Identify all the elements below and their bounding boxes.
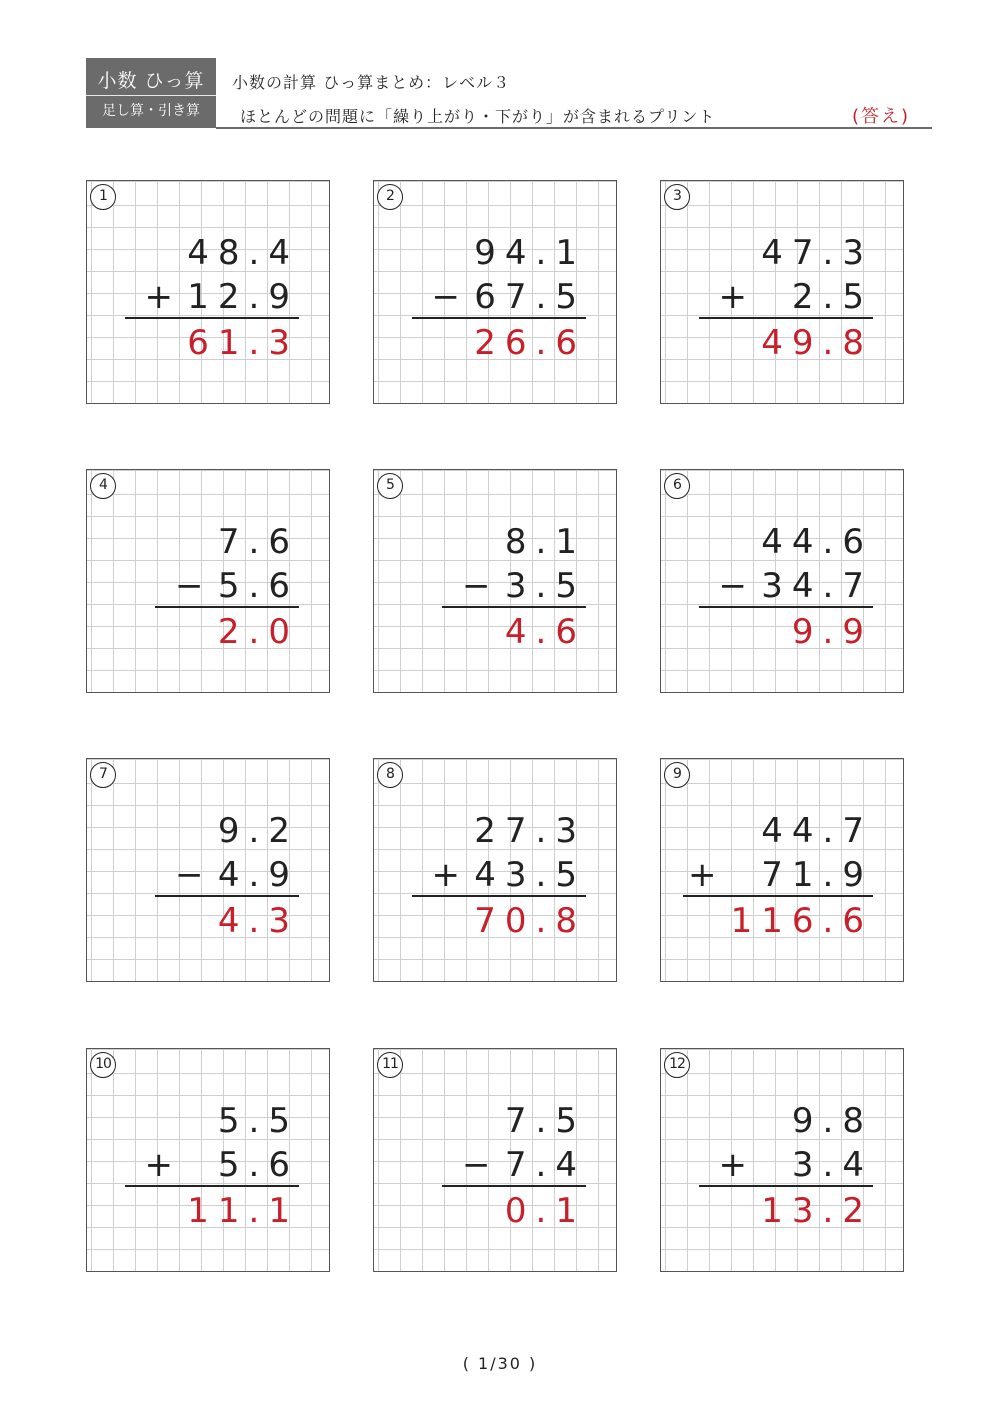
top-operand: 7.6 [217, 522, 299, 562]
answer-line [125, 317, 300, 319]
problem-number: 1 [90, 184, 116, 210]
problem-card [86, 758, 330, 982]
top-operand: 47.3 [761, 233, 873, 273]
answer-line [699, 1185, 874, 1187]
worksheet-description: ほとんどの問題に「繰り上がり・下がり」が含まれるプリント [240, 107, 716, 126]
plus-sign: + [431, 855, 460, 895]
problem-number: 7 [90, 762, 116, 788]
page-number: ( 1/30 ) [462, 1354, 538, 1373]
answer-line [412, 317, 587, 319]
answer-value: 116.6 [730, 901, 873, 941]
answer-line [699, 317, 874, 319]
bottom-operand: 3.5 [504, 566, 586, 606]
problem-number: 10 [90, 1052, 116, 1078]
answer-value: 26.6 [474, 323, 586, 363]
minus-sign: − [462, 1145, 491, 1185]
answer-line [412, 895, 587, 897]
category-tag [86, 58, 216, 128]
top-operand: 94.1 [474, 233, 586, 273]
problem-number: 9 [664, 762, 690, 788]
answer-line [125, 1185, 300, 1187]
answer-value: 49.8 [761, 323, 873, 363]
top-operand: 27.3 [474, 811, 586, 851]
category-title: 小数 ひっ算 [97, 70, 205, 92]
problem-card [373, 758, 617, 982]
minus-sign: − [431, 277, 460, 317]
top-operand: 7.5 [504, 1101, 586, 1141]
problem-card [660, 180, 904, 404]
minus-sign: − [718, 566, 747, 606]
plus-sign: + [718, 1145, 747, 1185]
top-operand: 5.5 [217, 1101, 299, 1141]
answer-line [155, 895, 299, 897]
answer-value: 4.3 [217, 901, 299, 941]
bottom-operand: 3.4 [791, 1145, 873, 1185]
top-operand: 44.7 [761, 811, 873, 851]
problem-number: 5 [377, 473, 403, 499]
bottom-operand: 34.7 [761, 566, 873, 606]
bottom-operand: 67.5 [474, 277, 586, 317]
problem-number: 3 [664, 184, 690, 210]
problem-card [86, 1048, 330, 1272]
top-operand: 48.4 [187, 233, 299, 273]
problem-card [86, 180, 330, 404]
problem-card [660, 758, 904, 982]
top-operand: 9.2 [217, 811, 299, 851]
bottom-operand: 43.5 [474, 855, 586, 895]
problem-card [373, 1048, 617, 1272]
problem-number: 2 [377, 184, 403, 210]
category-subtitle: 足し算・引き算 [102, 103, 200, 119]
answer-value: 4.6 [504, 612, 586, 652]
answer-value: 13.2 [761, 1191, 873, 1231]
worksheet-title: 小数の計算 ひっ算まとめ：レベル３ [232, 73, 511, 92]
plus-sign: + [718, 277, 747, 317]
top-operand: 9.8 [791, 1101, 873, 1141]
answer-key-label: (答え) [852, 106, 911, 127]
plus-sign: + [144, 1145, 173, 1185]
top-operand: 8.1 [504, 522, 586, 562]
header-underline [216, 127, 932, 129]
bottom-operand: 7.4 [504, 1145, 586, 1185]
answer-value: 61.3 [187, 323, 299, 363]
answer-value: 70.8 [474, 901, 586, 941]
plus-sign: + [688, 855, 717, 895]
answer-value: 9.9 [791, 612, 873, 652]
minus-sign: − [175, 566, 204, 606]
bottom-operand: 12.9 [187, 277, 299, 317]
answer-line [442, 606, 586, 608]
top-operand: 44.6 [761, 522, 873, 562]
answer-line [442, 1185, 586, 1187]
bottom-operand: 4.9 [217, 855, 299, 895]
worksheet-header [86, 58, 932, 130]
problem-number: 12 [664, 1052, 690, 1078]
problem-number: 4 [90, 473, 116, 499]
answer-line [683, 895, 873, 897]
bottom-operand: 5.6 [217, 1145, 299, 1185]
answer-value: 0.1 [504, 1191, 586, 1231]
problem-card [373, 180, 617, 404]
minus-sign: − [175, 855, 204, 895]
answer-line [699, 606, 874, 608]
category-divider [86, 95, 216, 96]
bottom-operand: 71.9 [761, 855, 873, 895]
problem-card [373, 469, 617, 693]
plus-sign: + [144, 277, 173, 317]
problem-number: 8 [377, 762, 403, 788]
answer-line [155, 606, 299, 608]
problem-number: 11 [377, 1052, 403, 1078]
problem-card [660, 1048, 904, 1272]
problem-card [660, 469, 904, 693]
problem-card [86, 469, 330, 693]
answer-value: 11.1 [187, 1191, 299, 1231]
answer-value: 2.0 [217, 612, 299, 652]
bottom-operand: 5.6 [217, 566, 299, 606]
bottom-operand: 2.5 [791, 277, 873, 317]
minus-sign: − [462, 566, 491, 606]
problem-number: 6 [664, 473, 690, 499]
